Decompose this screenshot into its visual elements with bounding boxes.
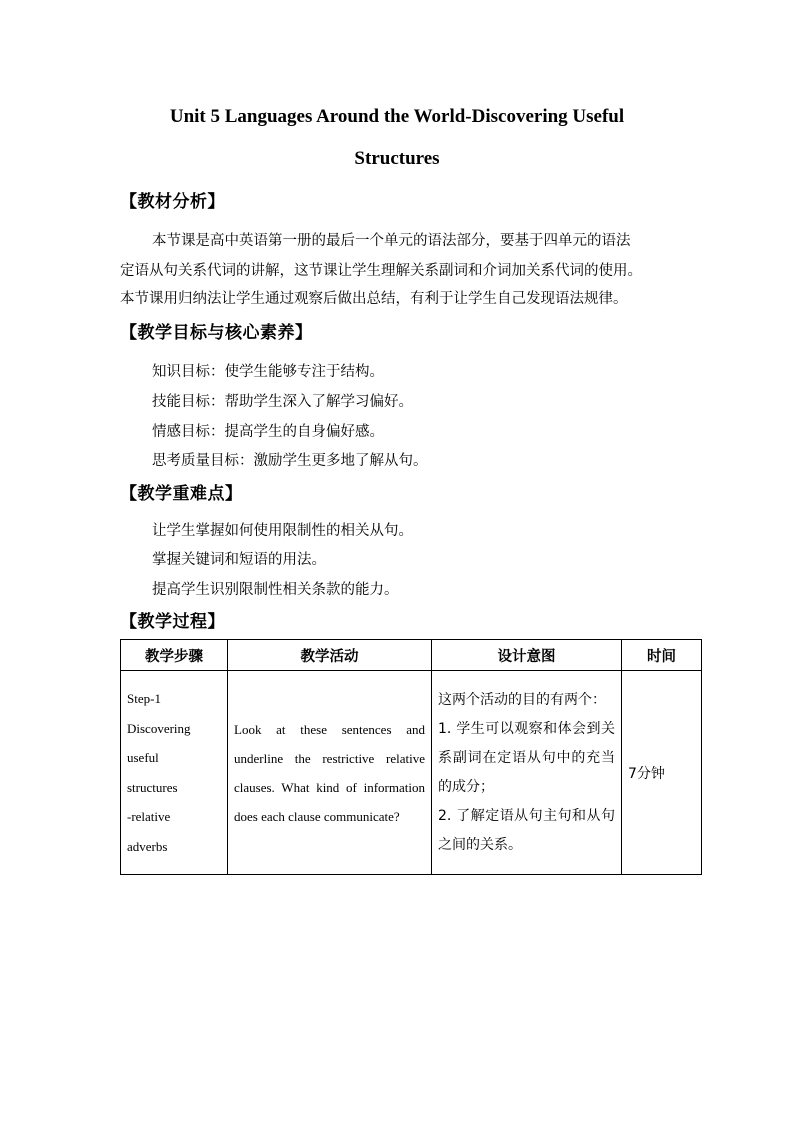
time-cell: 7分钟 — [622, 671, 702, 875]
step-line: useful — [127, 750, 159, 765]
objective-item: 情感目标：提高学生的自身偏好感。 — [152, 424, 384, 440]
table-header-row — [121, 640, 702, 671]
step-line: -relative — [127, 809, 171, 824]
section-heading-key-points: 【教学重难点】 — [120, 484, 243, 504]
objective-item: 知识目标：使学生能够专注于结构。 — [152, 364, 384, 380]
teaching-process-table — [120, 639, 702, 875]
document-title-line-1: Unit 5 Languages Around the World-Discovering Useful — [169, 106, 625, 127]
section-heading-analysis: 【教材分析】 — [120, 192, 225, 212]
intent-cell — [432, 671, 622, 875]
intent-line: 这两个活动的目的有两个： — [438, 691, 606, 708]
analysis-line-3: 本节课用归纳法让学生通过观察后做出总结，有利于让学生自己发现语法规律。 — [120, 291, 628, 307]
header-intent: 设计意图 — [432, 640, 622, 671]
header-step: 教学步骤 — [121, 640, 228, 671]
key-point-item: 让学生掌握如何使用限制性的相关从句。 — [152, 523, 413, 539]
step-line: structures — [127, 779, 178, 795]
step-cell — [121, 671, 228, 875]
header-activity: 教学活动 — [228, 640, 432, 671]
analysis-line-2: 定语从句关系代词的讲解，这节课让学生理解关系副词和介词加关系代词的使用。 — [120, 263, 642, 279]
step-line: Step-1 — [127, 691, 161, 706]
objective-item: 思考质量目标：激励学生更多地了解从句。 — [152, 453, 428, 469]
table-row — [121, 671, 702, 875]
header-time: 时间 — [622, 640, 702, 671]
analysis-line-1: 本节课是高中英语第一册的最后一个单元的语法部分，要基于四单元的语法 — [152, 233, 631, 249]
key-point-item: 提高学生识别限制性相关条款的能力。 — [152, 582, 399, 598]
intent-line: 2. 了解定语从句主句和从句之间的关系。 — [438, 807, 615, 853]
step-line: Discovering — [127, 720, 191, 736]
step-line: adverbs — [127, 838, 168, 854]
section-heading-objectives: 【教学目标与核心素养】 — [120, 323, 313, 343]
objective-item: 技能目标：帮助学生深入了解学习偏好。 — [152, 394, 413, 410]
key-point-item: 掌握关键词和短语的用法。 — [152, 552, 326, 568]
section-heading-process: 【教学过程】 — [120, 612, 225, 632]
intent-line: 1. 学生可以观察和体会到关系副词在定语从句中的充当的成分； — [438, 720, 615, 795]
document-title-line-2: Structures — [354, 148, 440, 169]
activity-cell: Look at these sentences and underline the restrictive relative clauses. What kind of information does each clause communicate? — [228, 671, 432, 875]
